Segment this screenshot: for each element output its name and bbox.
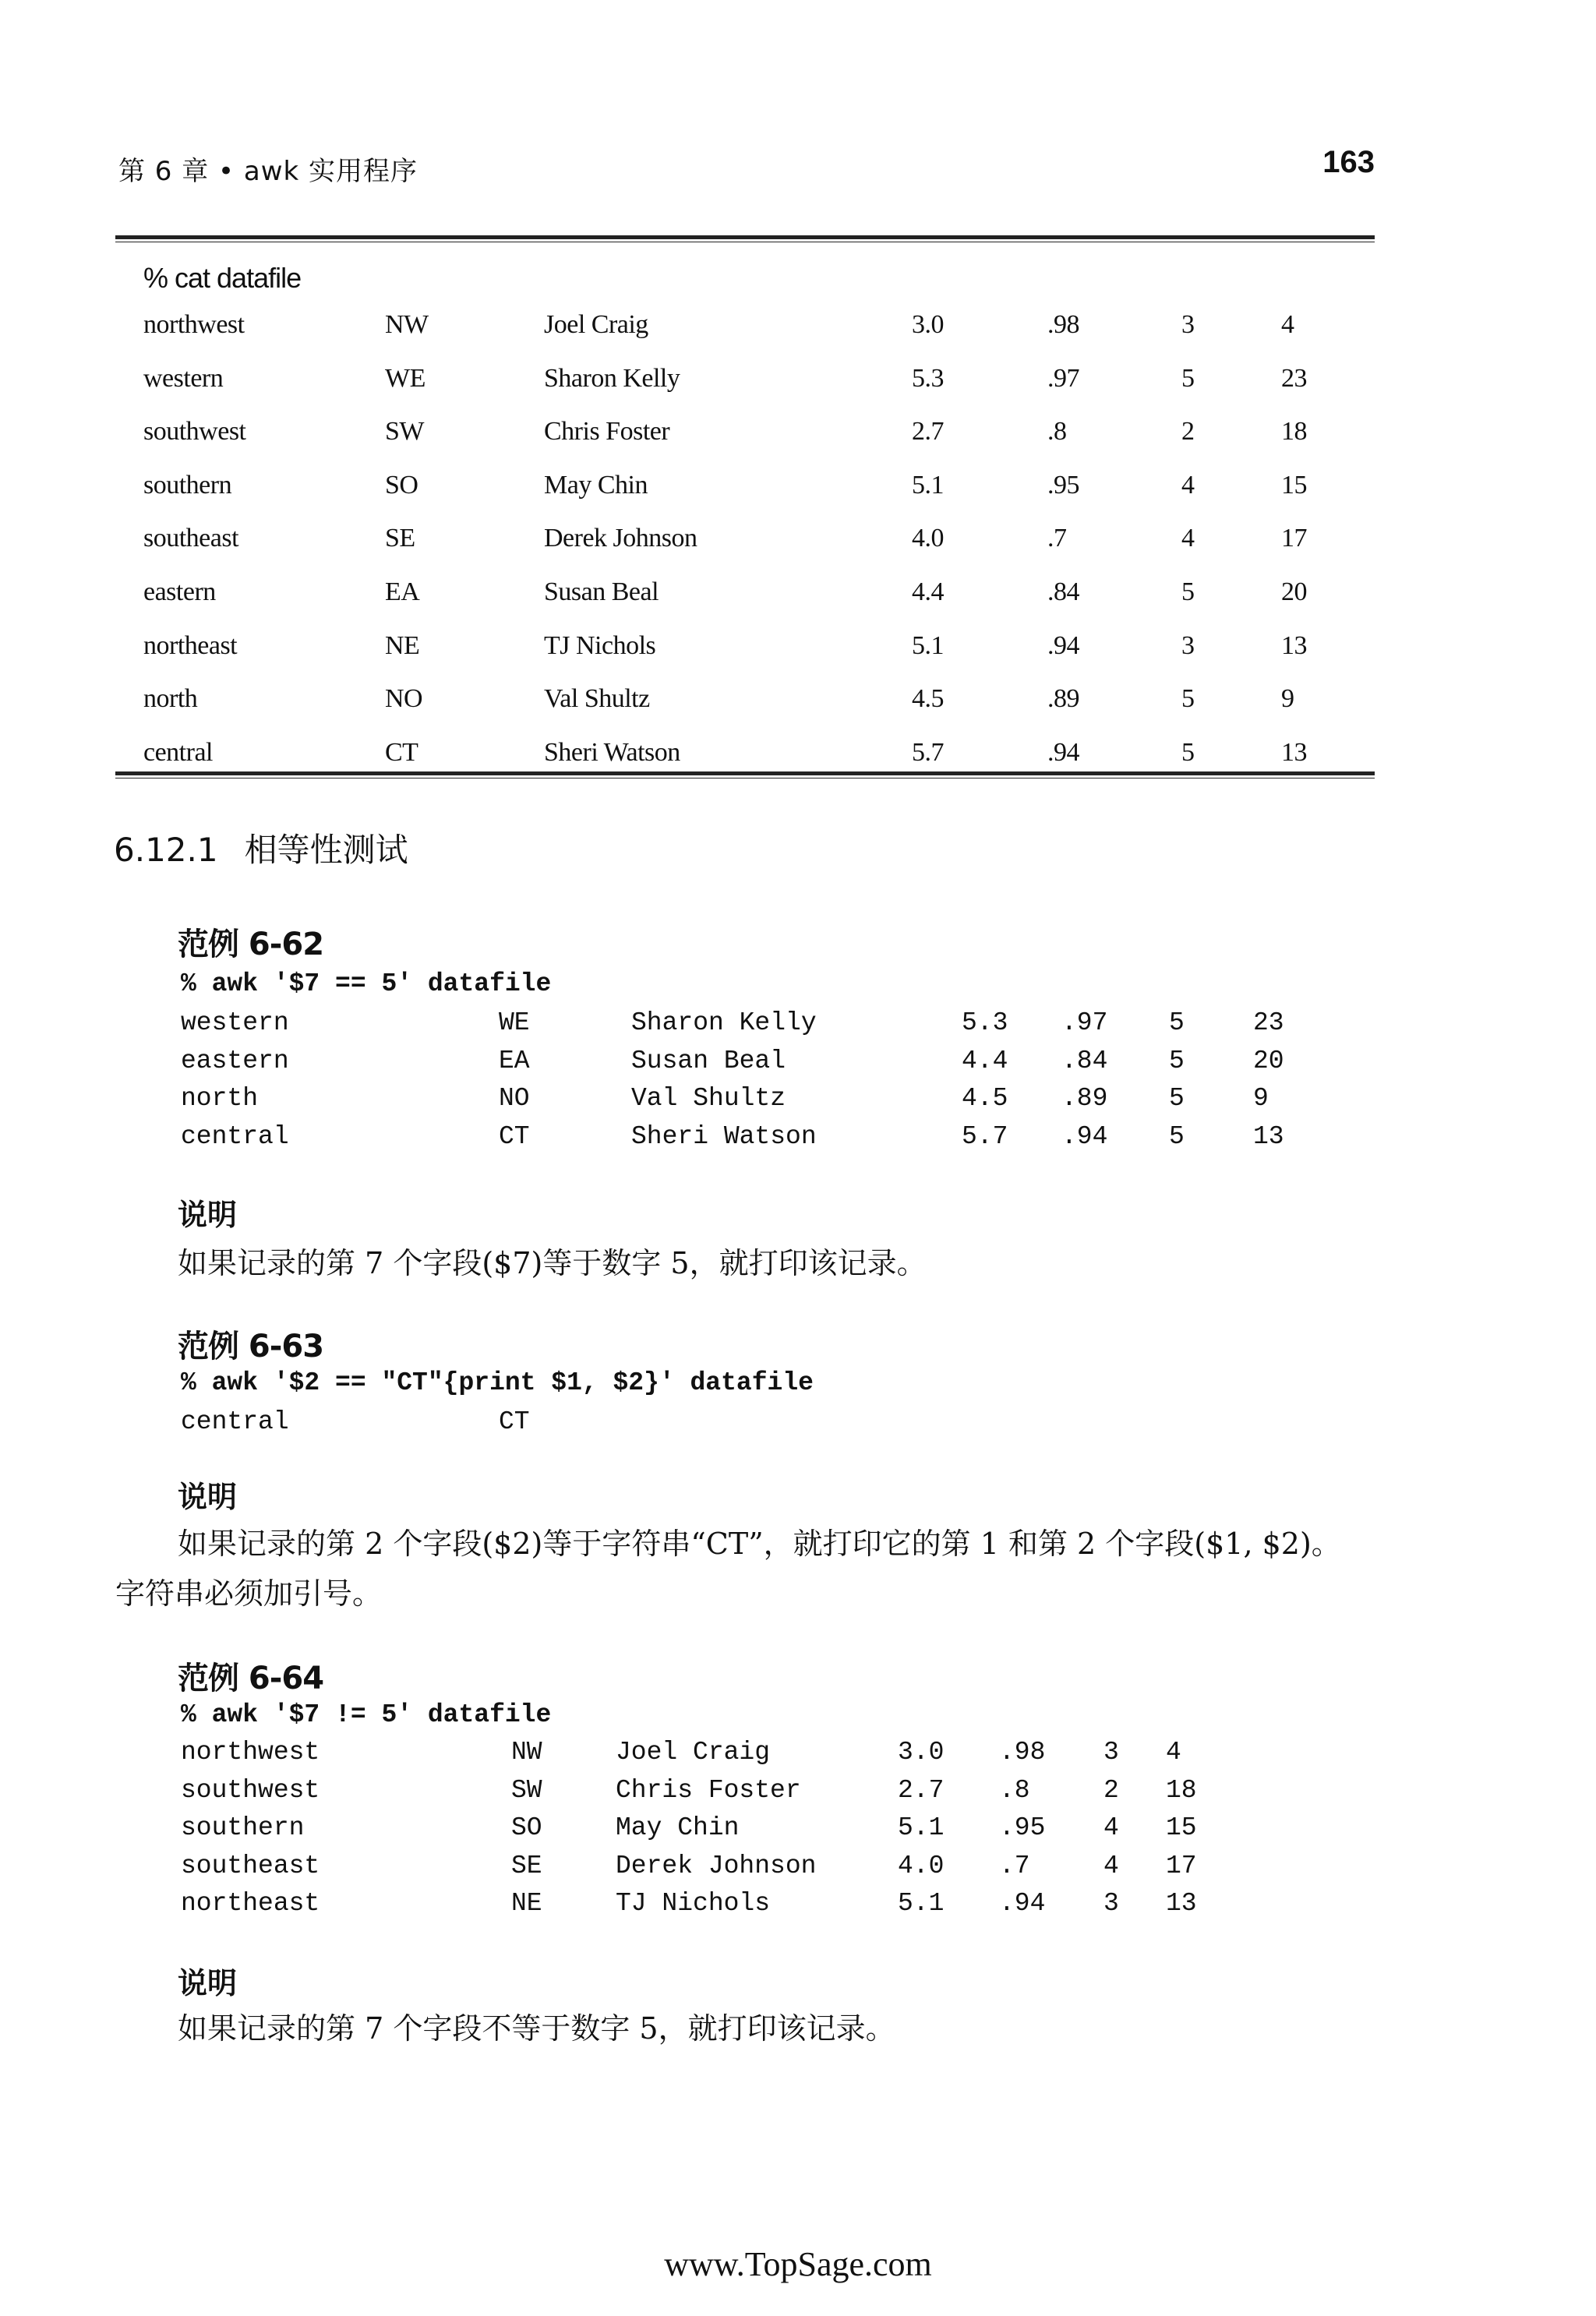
output-cell: .98 [999,1738,1046,1767]
chapter-header: 第 6 章 • awk 实用程序 [118,156,418,187]
example-title: 范例 6-63 [178,1329,324,1365]
table-cell: CT [385,737,418,767]
output-cell: 4.0 [898,1851,945,1880]
table-cell: 5 [1181,737,1195,767]
output-cell: 2 [1103,1775,1119,1805]
table-cell: Val Shultz [544,684,650,714]
table-cell: .8 [1047,417,1067,447]
example-title: 范例 6-64 [178,1661,324,1696]
table-cell: 5.7 [912,737,944,767]
output-cell: central [181,1407,289,1436]
output-cell: NE [511,1889,542,1918]
table-bottom-rule [115,771,1375,775]
table-cell: 4.0 [912,524,944,553]
example-command: % awk '$7 != 5' datafile [181,1700,552,1729]
output-cell: .7 [999,1851,1030,1880]
note-text-continued: 字符串必须加引号。 [115,1576,383,1611]
note-title: 说明 [178,1966,238,2000]
table-cell: .89 [1047,684,1079,714]
note-text: 如果记录的第 7 个字段不等于数字 5，就打印该记录。 [178,2011,895,2046]
output-cell: southeast [181,1851,320,1880]
table-cell: .7 [1047,524,1067,553]
table-top-rule [115,235,1375,239]
output-cell: 23 [1253,1008,1284,1037]
output-cell: central [181,1121,289,1151]
example-title: 范例 6-62 [178,927,324,962]
output-cell: 5 [1169,1084,1185,1113]
table-cell: northeast [143,630,238,660]
output-cell: 20 [1253,1046,1284,1075]
output-cell: northwest [181,1738,320,1767]
table-cell: .95 [1047,470,1079,500]
table-cell: 18 [1281,417,1307,447]
table-cell: SE [385,524,415,553]
output-cell: southern [181,1813,305,1842]
output-cell: eastern [181,1046,289,1075]
table-cell: .97 [1047,363,1079,393]
note-title: 说明 [178,1198,238,1232]
table-cell: eastern [143,577,216,606]
output-cell: 13 [1166,1889,1197,1918]
table-cell: southern [143,470,232,500]
cat-command: % cat datafile [143,262,302,294]
output-cell: Chris Foster [616,1775,801,1805]
output-cell: northeast [181,1889,320,1918]
table-cell: NE [385,630,420,660]
table-cell: 4 [1281,310,1294,339]
table-cell: 3 [1181,310,1195,339]
output-cell: NO [499,1084,530,1113]
table-cell: Chris Foster [544,417,670,447]
output-cell: 3 [1103,1889,1119,1918]
section-number: 6.12.1 [114,831,218,869]
table-cell: Joel Craig [544,310,648,339]
output-cell: western [181,1008,289,1037]
table-cell: SW [385,417,424,447]
table-cell: Derek Johnson [544,524,697,553]
output-cell: Derek Johnson [616,1851,817,1880]
example-command: % awk '$7 == 5' datafile [181,969,552,998]
output-cell: Val Shultz [631,1084,786,1113]
table-cell: southwest [143,417,246,447]
table-cell: 15 [1281,470,1307,500]
table-cell: .94 [1047,630,1079,660]
table-cell: central [143,737,213,767]
output-cell: 3.0 [898,1738,945,1767]
section-heading [114,824,408,871]
table-cell: Susan Beal [544,577,659,606]
table-cell: 4 [1181,524,1195,553]
table-cell: Sheri Watson [544,737,680,767]
output-cell: .95 [999,1813,1046,1842]
output-cell: 18 [1166,1775,1197,1805]
page-number: 163 [1322,145,1375,179]
output-cell: CT [499,1121,530,1151]
note-text: 如果记录的第 7 个字段($7)等于数字 5，就打印该记录。 [178,1246,927,1280]
output-cell: Sharon Kelly [631,1008,817,1037]
table-cell: WE [385,363,425,393]
table-cell: northwest [143,310,245,339]
table-cell: NW [385,310,429,339]
table-cell: 20 [1281,577,1307,606]
table-cell: 2.7 [912,417,944,447]
output-cell: 9 [1253,1084,1269,1113]
output-cell: .84 [1061,1046,1108,1075]
output-cell: 4 [1103,1851,1119,1880]
output-cell: 4 [1103,1813,1119,1842]
output-cell: 4 [1166,1738,1181,1767]
output-cell: 17 [1166,1851,1197,1880]
output-cell: 5.3 [962,1008,1008,1037]
output-cell: TJ Nichols [616,1889,771,1918]
output-cell: CT [499,1407,530,1436]
output-cell: 5.1 [898,1813,945,1842]
table-cell: 5.3 [912,363,944,393]
output-cell: Susan Beal [631,1046,786,1075]
table-cell: north [143,684,198,714]
output-cell: 4.5 [962,1084,1008,1113]
table-cell: 4.5 [912,684,944,714]
output-cell: May Chin [616,1813,740,1842]
output-cell: .94 [1061,1121,1108,1151]
table-cell: May Chin [544,470,648,500]
table-cell: SO [385,470,418,500]
table-cell: 5.1 [912,630,944,660]
footer-url: www.TopSage.com [664,2245,932,2283]
output-cell: .97 [1061,1008,1108,1037]
output-cell: SW [511,1775,542,1805]
output-cell: NW [511,1738,542,1767]
output-cell: 5 [1169,1046,1185,1075]
note-text: 如果记录的第 2 个字段($2)等于字符串“CT”，就打印它的第 1 和第 2 个字段($1, $2)。 [178,1527,1341,1561]
table-cell: .98 [1047,310,1079,339]
table-cell: 17 [1281,524,1307,553]
table-cell: EA [385,577,420,606]
table-cell: western [143,363,224,393]
output-cell: Joel Craig [616,1738,771,1767]
output-cell: southwest [181,1775,320,1805]
table-cell: 4.4 [912,577,944,606]
output-cell: SO [511,1813,542,1842]
output-cell: 2.7 [898,1775,945,1805]
section-title: 相等性测试 [244,831,408,869]
table-cell: 5 [1181,684,1195,714]
table-cell: southeast [143,524,239,553]
output-cell: 5.7 [962,1121,1008,1151]
output-cell: 15 [1166,1813,1197,1842]
table-cell: 3 [1181,630,1195,660]
table-cell: 2 [1181,417,1195,447]
example-command: % awk '$2 == "CT"{print $1, $2}' datafile [181,1368,814,1397]
output-cell: north [181,1084,259,1113]
table-cell: 13 [1281,630,1307,660]
table-cell: 5 [1181,363,1195,393]
output-cell: 13 [1253,1121,1284,1151]
output-cell: 5 [1169,1121,1185,1151]
output-cell: SE [511,1851,542,1880]
output-cell: 5 [1169,1008,1185,1037]
table-cell: TJ Nichols [544,630,656,660]
table-cell: NO [385,684,423,714]
output-cell: 4.4 [962,1046,1008,1075]
table-cell: Sharon Kelly [544,363,680,393]
table-cell: 23 [1281,363,1307,393]
output-cell: 3 [1103,1738,1119,1767]
table-cell: 9 [1281,684,1294,714]
output-cell: Sheri Watson [631,1121,817,1151]
output-cell: .94 [999,1889,1046,1918]
note-title: 说明 [178,1480,238,1514]
table-cell: 4 [1181,470,1195,500]
output-cell: EA [499,1046,530,1075]
table-cell: 3.0 [912,310,944,339]
table-cell: 5 [1181,577,1195,606]
table-cell: 5.1 [912,470,944,500]
output-cell: WE [499,1008,530,1037]
table-cell: .84 [1047,577,1079,606]
output-cell: .8 [999,1775,1030,1805]
table-cell: .94 [1047,737,1079,767]
output-cell: 5.1 [898,1889,945,1918]
table-cell: 13 [1281,737,1307,767]
output-cell: .89 [1061,1084,1108,1113]
